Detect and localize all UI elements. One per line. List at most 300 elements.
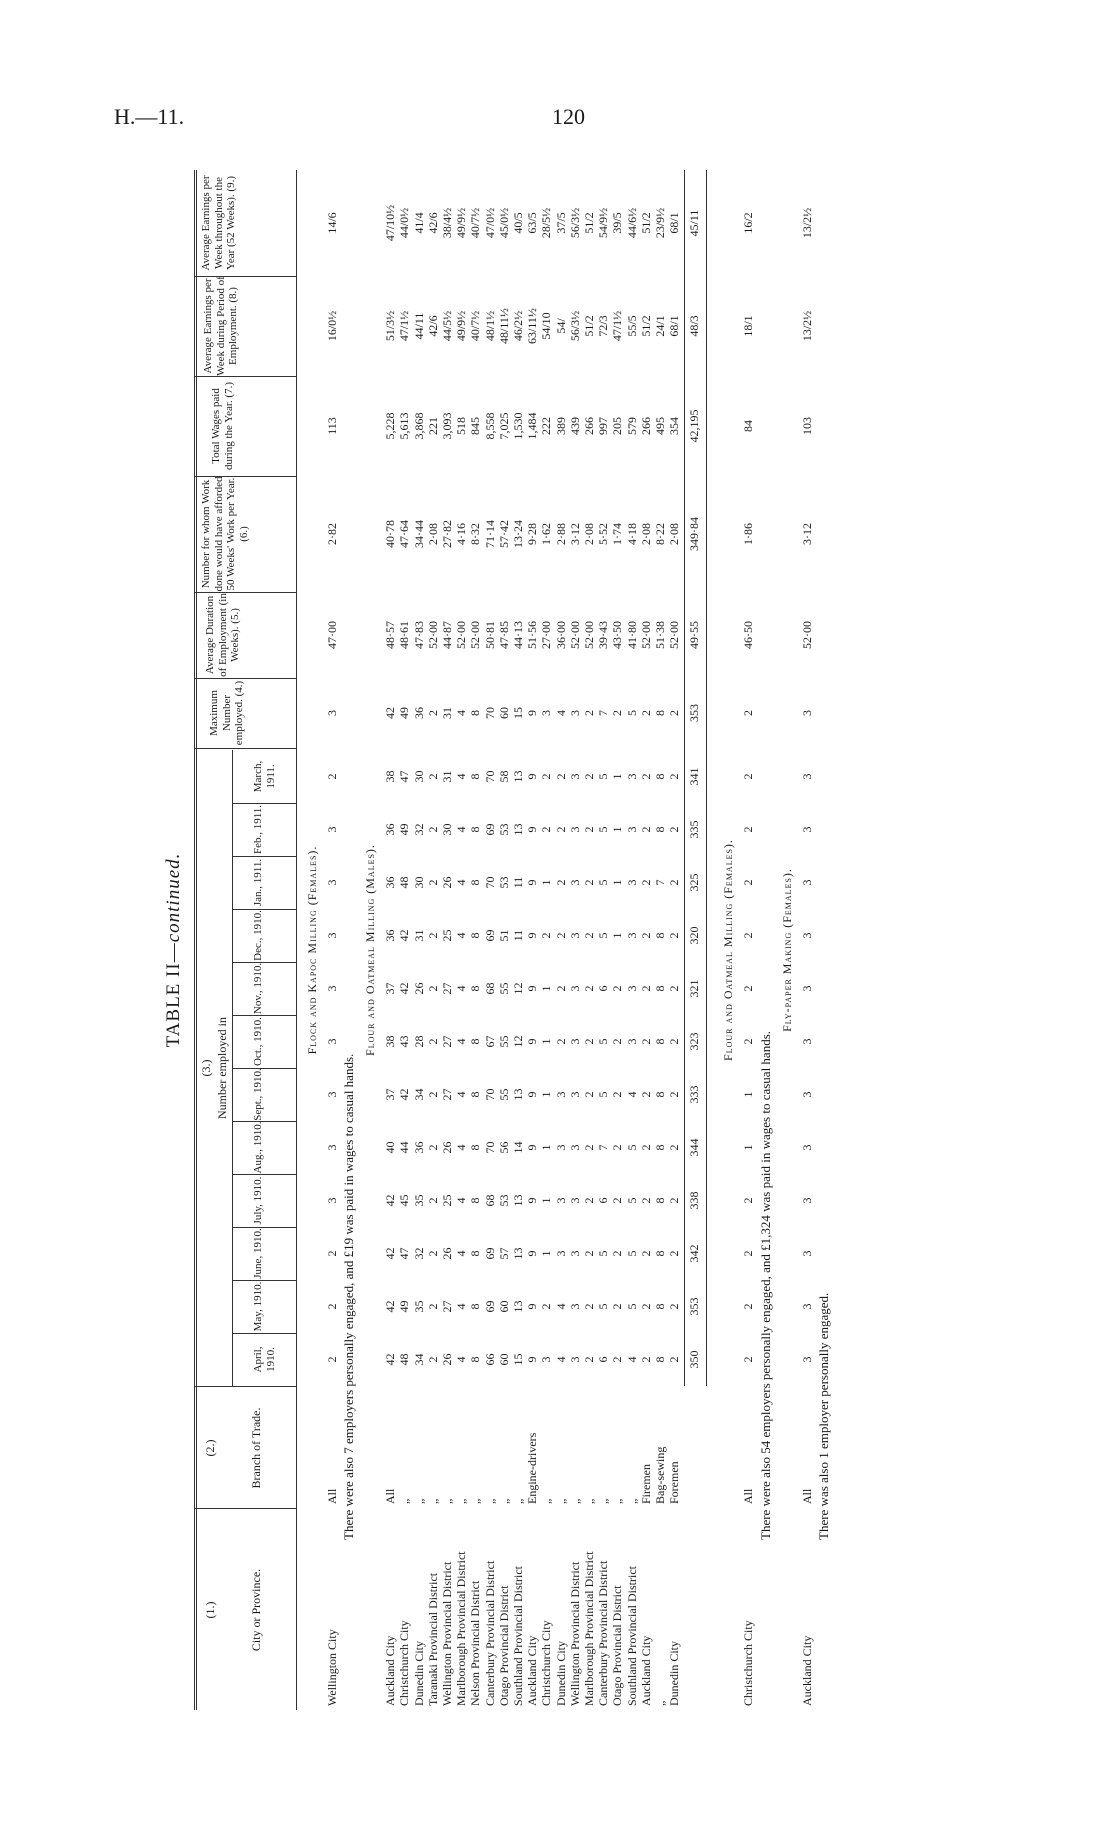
month-cell: 1 [539, 1197, 554, 1204]
month-cell: 2 [610, 1091, 625, 1098]
month-cell: 67 [482, 1035, 497, 1048]
dur-cell: 52·00 [454, 621, 469, 649]
total-month-cell: 341 [687, 767, 702, 786]
wages-cell: 84 [741, 420, 756, 432]
total-month-cell: 350 [687, 1350, 702, 1369]
max-cell: 70 [482, 707, 497, 719]
n50-cell: 2·82 [325, 523, 339, 545]
avg52-cell: 63/5 [525, 212, 540, 234]
total-month-cell: 344 [687, 1138, 702, 1157]
month-cell: 8 [653, 985, 667, 992]
avg52-cell: 42/6 [425, 212, 440, 234]
dur-cell: 44·87 [440, 621, 454, 649]
month-cell: 28 [411, 1035, 426, 1048]
month-cell: 2 [667, 773, 682, 780]
month-cell: 3 [553, 1250, 568, 1257]
month-cell: 69 [482, 823, 497, 836]
month-header: Jan., 1911. [252, 858, 264, 907]
month-cell: 35 [411, 1194, 426, 1207]
col9-header: Average Earnings per Week throughout the Year (52 Weeks). (9.) [200, 175, 238, 271]
total-month-cell: 333 [687, 1085, 702, 1104]
month-cell: 3 [325, 985, 339, 992]
month-cell: 2 [582, 1303, 596, 1310]
month-cell: 8 [653, 1356, 667, 1363]
dur-cell: 47·00 [325, 621, 339, 649]
month-cell: 12 [511, 982, 525, 995]
month-cell: 13 [511, 1194, 525, 1207]
month-cell: 2 [638, 773, 653, 780]
total-month-cell: 323 [687, 1032, 702, 1051]
avg-cell: 63/11½ [525, 308, 540, 344]
month-cell: 8 [468, 826, 483, 833]
month-cell: 2 [582, 932, 596, 939]
dur-cell: 47·83 [411, 621, 426, 649]
dur-cell: 43·50 [610, 621, 625, 649]
month-cell: 3 [567, 985, 582, 992]
trade-cell: „ [397, 1498, 412, 1504]
month-cell: 4 [454, 985, 469, 992]
month-cell: 8 [468, 1303, 483, 1310]
month-cell: 3 [567, 1356, 582, 1363]
month-cell: 2 [582, 773, 596, 780]
month-cell: 9 [525, 1038, 540, 1045]
avg-cell: 54/10 [539, 312, 554, 340]
dur-cell: 52·00 [667, 621, 682, 649]
month-cell: 1 [610, 773, 625, 780]
month-cell: 3 [325, 1091, 339, 1098]
avg-cell: 51/2 [582, 315, 596, 337]
month-cell: 3 [567, 1250, 582, 1257]
month-cell: 5 [596, 879, 611, 886]
wages-cell: 439 [567, 417, 582, 435]
month-cell: 38 [383, 770, 398, 783]
month-cell: 5 [624, 1303, 639, 1310]
month-cell: 11 [511, 876, 525, 889]
month-cell: 32 [411, 1247, 426, 1260]
wages-cell: 997 [596, 417, 611, 435]
month-cell: 14 [511, 1141, 525, 1154]
month-cell: 2 [325, 1303, 339, 1310]
city-cell: Dunedin City [553, 1641, 568, 1706]
avg52-cell: 28/5½ [539, 207, 554, 239]
month-cell: 1 [539, 985, 554, 992]
vrule [232, 1227, 296, 1228]
month-cell: 2 [582, 1250, 596, 1257]
month-cell: 26 [440, 1353, 454, 1366]
avg52-cell: 14/6 [325, 212, 339, 234]
month-cell: 2 [425, 1091, 440, 1098]
trade-cell: „ [610, 1498, 625, 1504]
n50-cell: 40·78 [383, 520, 398, 548]
month-header: March, 1911. [252, 760, 277, 793]
month-cell: 36 [383, 876, 398, 889]
month-cell: 2 [425, 773, 440, 780]
month-cell: 3 [624, 773, 639, 780]
avg-cell: 46/2½ [511, 310, 525, 342]
month-cell: 2 [553, 879, 568, 886]
month-cell: 2 [667, 932, 682, 939]
month-cell: 2 [638, 1038, 653, 1045]
month-cell: 4 [553, 1356, 568, 1363]
month-cell: 2 [425, 1356, 440, 1363]
month-cell: 2 [667, 1250, 682, 1257]
city-cell: Southland Provincial District [624, 1566, 639, 1706]
month-cell: 9 [525, 1197, 540, 1204]
n50-cell: 27·82 [440, 520, 454, 548]
month-cell: 36 [383, 929, 398, 942]
avg52-cell: 49/9½ [454, 207, 469, 239]
month-cell: 2 [610, 1303, 625, 1310]
avg-cell: 18/1 [741, 315, 756, 337]
dur-cell: 48·61 [397, 621, 412, 649]
month-cell: 27 [440, 1088, 454, 1101]
total-avg52-cell: 45/11 [687, 209, 702, 237]
month-cell: 4 [454, 1250, 469, 1257]
wages-cell: 3,868 [411, 412, 426, 440]
wages-cell: 221 [425, 417, 440, 435]
month-cell: 3 [567, 826, 582, 833]
month-cell: 9 [525, 826, 540, 833]
month-cell: 4 [454, 932, 469, 939]
n50-cell: 2·08 [425, 523, 440, 545]
month-cell: 5 [596, 1091, 611, 1098]
dur-cell: 48·57 [383, 621, 398, 649]
max-cell: 4 [553, 710, 568, 716]
month-cell: 56 [496, 1141, 511, 1154]
month-cell: 4 [624, 1091, 639, 1098]
rule-top [194, 170, 195, 1710]
month-cell: 8 [468, 1250, 483, 1257]
max-cell: 2 [610, 710, 625, 716]
city-cell: Canterbury Provincial District [482, 1560, 497, 1706]
month-cell: 44 [397, 1141, 412, 1154]
month-cell: 2 [638, 1144, 653, 1151]
month-cell: 2 [741, 985, 756, 992]
month-cell: 1 [539, 1038, 554, 1045]
month-cell: 1 [539, 1250, 554, 1257]
month-cell: 4 [454, 879, 469, 886]
vrule [194, 1508, 296, 1509]
month-cell: 3 [799, 1038, 814, 1045]
month-cell: 2 [582, 1144, 596, 1151]
avg52-cell: 51/2 [582, 212, 596, 234]
n50-cell: 2·88 [553, 523, 568, 545]
month-cell: 5 [624, 1144, 639, 1151]
avg-cell: 48/11½ [496, 308, 511, 344]
max-cell: 3 [539, 710, 554, 716]
month-cell: 6 [596, 985, 611, 992]
avg52-cell: 40/7½ [468, 207, 483, 239]
trade-cell: „ [582, 1498, 596, 1504]
month-cell: 2 [610, 1144, 625, 1151]
avg-cell: 51/2 [638, 315, 653, 337]
month-cell: 3 [567, 1091, 582, 1098]
wages-cell: 389 [553, 417, 568, 435]
month-cell: 27 [440, 1300, 454, 1313]
col3-header: Number employed in [215, 1017, 229, 1119]
avg52-cell: 68/1 [667, 212, 682, 234]
month-cell: 3 [799, 826, 814, 833]
month-cell: 42 [383, 1300, 398, 1313]
month-cell: 30 [411, 876, 426, 889]
avg-cell: 47/1½ [610, 310, 625, 342]
month-cell: 8 [468, 1356, 483, 1363]
city-cell: Wellington Provincial District [440, 1561, 454, 1706]
wages-cell: 205 [610, 417, 625, 435]
month-cell: 3 [799, 879, 814, 886]
month-cell: 25 [440, 929, 454, 942]
total-month-cell: 325 [687, 873, 702, 892]
month-cell: 35 [411, 1300, 426, 1313]
month-cell: 2 [741, 1250, 756, 1257]
month-cell: 7 [653, 879, 667, 886]
month-cell: 70 [482, 770, 497, 783]
month-cell: 4 [454, 1197, 469, 1204]
col1-header: City or Province. [249, 1568, 263, 1652]
month-cell: 9 [525, 773, 540, 780]
city-cell: Otago Provincial District [610, 1585, 625, 1706]
vrule [232, 1333, 296, 1334]
vrule [232, 1121, 296, 1122]
month-cell: 55 [496, 1035, 511, 1048]
rule-totals [684, 170, 685, 1386]
month-cell: 2 [425, 985, 440, 992]
month-cell: 3 [325, 826, 339, 833]
month-cell: 4 [624, 1356, 639, 1363]
avg-cell: 72/3 [596, 315, 611, 337]
month-cell: 3 [553, 1091, 568, 1098]
total-n50-cell: 349·84 [687, 517, 702, 551]
month-cell: 55 [496, 982, 511, 995]
month-cell: 3 [325, 1038, 339, 1045]
month-cell: 2 [610, 985, 625, 992]
avg52-cell: 38/4½ [440, 207, 454, 239]
month-cell: 26 [411, 982, 426, 995]
month-cell: 2 [582, 985, 596, 992]
wages-cell: 579 [624, 417, 639, 435]
col2-number: (2.) [203, 1439, 217, 1457]
month-cell: 42 [397, 1088, 412, 1101]
trade-cell: „ [440, 1498, 454, 1504]
avg52-cell: 40/5 [511, 212, 525, 234]
wages-cell: 1,530 [511, 412, 525, 440]
trade-cell: „ [411, 1498, 426, 1504]
city-cell: Marlborough Provincial District [582, 1551, 596, 1706]
dur-cell: 52·00 [638, 621, 653, 649]
wages-cell: 266 [638, 417, 653, 435]
avg-cell: 68/1 [667, 315, 682, 337]
month-cell: 45 [397, 1194, 412, 1207]
month-cell: 9 [525, 879, 540, 886]
total-month-cell: 320 [687, 926, 702, 945]
month-cell: 34 [411, 1088, 426, 1101]
month-cell: 2 [638, 879, 653, 886]
month-cell: 3 [567, 1303, 582, 1310]
month-cell: 55 [496, 1088, 511, 1101]
month-cell: 70 [482, 876, 497, 889]
city-cell: Dunedin City [667, 1641, 682, 1706]
month-cell: 5 [624, 1250, 639, 1257]
total-dur-cell: 49·55 [687, 621, 702, 649]
n50-cell: 13·24 [511, 520, 525, 548]
month-cell: 69 [482, 1247, 497, 1260]
trade-cell: „ [454, 1498, 469, 1504]
month-cell: 13 [511, 770, 525, 783]
month-cell: 1 [741, 1091, 756, 1098]
wages-cell: 495 [653, 417, 667, 435]
month-header: Oct., 1910. [252, 1017, 264, 1066]
vrule [232, 856, 296, 857]
month-cell: 2 [667, 1303, 682, 1310]
wages-cell: 222 [539, 417, 554, 435]
month-header: Sept., 1910. [252, 1068, 264, 1121]
month-cell: 2 [741, 932, 756, 939]
dur-cell: 46·50 [741, 621, 756, 649]
dur-cell: 52·00 [799, 621, 814, 649]
city-cell: Dunedin City [411, 1641, 426, 1706]
dur-cell: 52·00 [582, 621, 596, 649]
month-cell: 4 [454, 1303, 469, 1310]
month-cell: 53 [496, 876, 511, 889]
trade-cell: „ [511, 1498, 525, 1504]
month-cell: 49 [397, 823, 412, 836]
month-cell: 3 [325, 1197, 339, 1204]
month-header: June, 1910. [252, 1228, 264, 1279]
month-cell: 2 [638, 1250, 653, 1257]
month-cell: 53 [496, 823, 511, 836]
month-cell: 2 [638, 1197, 653, 1204]
max-cell: 8 [653, 710, 667, 716]
section-heading: Fly-paper Making (Females). [779, 868, 794, 1032]
month-cell: 30 [411, 770, 426, 783]
n50-cell: 57·42 [496, 520, 511, 548]
month-cell: 3 [567, 773, 582, 780]
vrule [232, 803, 296, 804]
month-cell: 42 [383, 1247, 398, 1260]
avg-cell: 42/6 [425, 315, 440, 337]
max-cell: 4 [454, 710, 469, 716]
n50-cell: 5·52 [596, 523, 611, 545]
wages-cell: 7,025 [496, 412, 511, 440]
month-cell: 13 [511, 1088, 525, 1101]
city-cell: Wellington City [325, 1629, 339, 1706]
month-cell: 2 [582, 1356, 596, 1363]
total-wages-cell: 42,195 [687, 409, 702, 443]
month-cell: 9 [525, 1356, 540, 1363]
month-cell: 2 [638, 1303, 653, 1310]
n50-cell: 2·08 [638, 523, 653, 545]
wages-cell: 845 [468, 417, 483, 435]
month-cell: 2 [741, 879, 756, 886]
wages-cell: 103 [799, 417, 814, 435]
max-cell: 31 [440, 707, 454, 719]
month-cell: 8 [653, 1038, 667, 1045]
wages-cell: 3,093 [440, 412, 454, 440]
dur-cell: 47·85 [496, 621, 511, 649]
max-cell: 2 [425, 710, 440, 716]
n50-cell: 1·62 [539, 523, 554, 545]
max-cell: 2 [667, 710, 682, 716]
month-header: Aug., 1910. [252, 1121, 264, 1174]
avg-cell: 44/11 [411, 312, 426, 340]
month-cell: 8 [653, 773, 667, 780]
city-cell: Wellington Provincial District [567, 1561, 582, 1706]
month-cell: 4 [454, 1356, 469, 1363]
month-cell: 13 [511, 1300, 525, 1313]
month-cell: 9 [525, 1091, 540, 1098]
n50-cell: 8·22 [653, 523, 667, 545]
avg-cell: 24/1 [653, 315, 667, 337]
avg52-cell: 37/5 [553, 212, 568, 234]
n50-cell: 3·12 [799, 523, 814, 545]
month-cell: 2 [325, 773, 339, 780]
max-cell: 3 [325, 710, 339, 716]
month-cell: 3 [799, 932, 814, 939]
month-cell: 48 [397, 876, 412, 889]
month-cell: 13 [511, 1247, 525, 1260]
section-heading: Flour and Oatmeal Milling (Males). [363, 844, 378, 1056]
max-cell: 15 [511, 707, 525, 719]
col1-number: (1.) [203, 1601, 217, 1619]
n50-cell: 34·44 [411, 520, 426, 548]
month-cell: 2 [741, 1038, 756, 1045]
max-cell: 60 [496, 707, 511, 719]
month-cell: 3 [624, 879, 639, 886]
vrule [232, 1174, 296, 1175]
n50-cell: 47·64 [397, 520, 412, 548]
month-cell: 2 [667, 1144, 682, 1151]
avg-cell: 48/1½ [482, 310, 497, 342]
trade-cell: „ [425, 1498, 440, 1504]
month-cell: 6 [596, 1197, 611, 1204]
month-cell: 3 [624, 826, 639, 833]
month-cell: 2 [667, 1197, 682, 1204]
max-cell: 2 [638, 710, 653, 716]
month-cell: 9 [525, 985, 540, 992]
month-cell: 5 [596, 1250, 611, 1257]
max-cell: 5 [624, 710, 639, 716]
avg52-cell: 45/0½ [496, 207, 511, 239]
section-heading: Flock and Kapoc Milling (Females). [305, 845, 319, 1055]
month-cell: 3 [799, 1356, 814, 1363]
col8-header: Average Earnings per Week during Period of Employment. (8.) [202, 276, 240, 376]
avg52-cell: 47/0½ [482, 207, 497, 239]
month-cell: 26 [440, 876, 454, 889]
month-cell: 42 [383, 1353, 398, 1366]
page-number: 120 [552, 104, 585, 129]
avg52-cell: 56/3½ [567, 207, 582, 239]
trade-cell: All [383, 1488, 398, 1504]
vrule [232, 1015, 296, 1016]
month-cell: 4 [553, 1303, 568, 1310]
month-cell: 3 [799, 773, 814, 780]
month-cell: 8 [468, 1038, 483, 1045]
vrule [232, 1068, 296, 1069]
col7-header: Total Wages paid during the Year. (7.) [210, 382, 235, 470]
month-cell: 36 [383, 823, 398, 836]
n50-cell: 1·74 [610, 523, 625, 545]
vrule [194, 276, 296, 277]
month-cell: 2 [610, 1038, 625, 1045]
month-cell: 57 [496, 1247, 511, 1260]
month-cell: 2 [539, 773, 554, 780]
wages-cell: 5,228 [383, 412, 398, 440]
max-cell: 3 [567, 710, 582, 716]
trade-cell: Engine-drivers [525, 1432, 540, 1504]
month-cell: 47 [397, 1247, 412, 1260]
rotated-table [160, 170, 920, 1730]
city-cell: Auckland City [638, 1635, 653, 1706]
